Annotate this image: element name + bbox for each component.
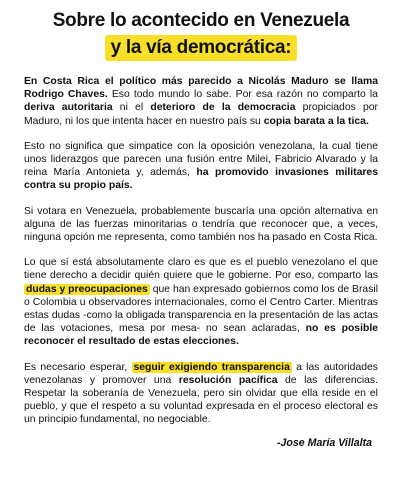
title-line-1: Sobre lo acontecido en Venezuela	[52, 10, 350, 31]
p1-text: Eso todo mundo lo sabe. Por esa razón no comparto la	[107, 89, 378, 101]
p1-bold-lead: En Costa Rica el político más parecido a Nicolás Maduro se llama Rodrigo Chaves.	[24, 76, 378, 101]
paragraph-4	[24, 256, 378, 348]
title-line-2-highlighted: y la vía democrática:	[105, 35, 298, 61]
p5-text-3: de las diferencias. Respetar la soberanía de Venezuela, pero sin olvidar que ella reside en el pueblo, y que el respeto a su voluntad expresada en el proceso electoral es un principio fundamental, no negociable.	[24, 374, 379, 426]
p4-text: Lo que sí está absolutamente claro es que es el pueblo venezolano el que tiene derecho a decidir quién quiere que le gobierne. Por eso, comparto las	[24, 257, 378, 282]
p5-text: Es necesario esperar,	[24, 361, 132, 373]
p1-bold-deriva: deriva autoritaria	[24, 102, 113, 114]
p4-bold-conclusion: no es posible reconocer el resultado de estas elecciones.	[24, 323, 378, 348]
signature: -Jose María Villalta	[277, 436, 372, 449]
p3-text: Si votara en Venezuela, probablemente buscaría una opción alternativa en alguna de las fuerzas minoritarias o tendría que reconocer que, a veces, ninguna opción me representa, como también nos ha pasado en Costa Rica.	[24, 205, 378, 244]
p4-highlight-dudas: dudas y preocupaciones	[26, 283, 148, 295]
p1-text-3: propiciados por Maduro, ni los que intenta hacer en nuestro país su	[24, 102, 379, 127]
p2-text: Esto no significa que simpatice con la oposición venezolana, la cual tiene unos liderazgos que parecen una fusión entre Milei, Fabricio Alvarado y la reina María Antonieta y, además,	[24, 140, 378, 179]
paragraph-3	[24, 205, 378, 245]
p1-bold-deterioro: deterioro de la democracia	[150, 102, 296, 114]
statement-title	[24, 8, 378, 61]
p2-bold: ha promovido invasiones militares contra su propio país.	[24, 167, 378, 192]
p1-bold-copia: copia barata a la tica.	[263, 115, 369, 127]
p5-text-2: a las autoridades venezolanas y promover una	[24, 361, 378, 386]
statement-body	[24, 75, 378, 450]
paragraph-1	[24, 75, 378, 128]
p1-text-2: ni el	[112, 102, 151, 114]
p5-bold-resolucion: resolución pacífica	[178, 374, 278, 386]
paragraph-2	[24, 140, 378, 193]
paragraph-5	[24, 361, 378, 427]
p5-highlight-transparencia: seguir exigiendo transparencia	[133, 361, 290, 373]
p4-text-2: que han expresado gobiernos como los de Brasil o Colombia u observadores internacionales, como el Centro Carter. Mientras estas dudas -como la obligada transparencia en la presentación de las actas de las votaciones, mesa por mesa- no sean aclaradas,	[24, 283, 379, 335]
